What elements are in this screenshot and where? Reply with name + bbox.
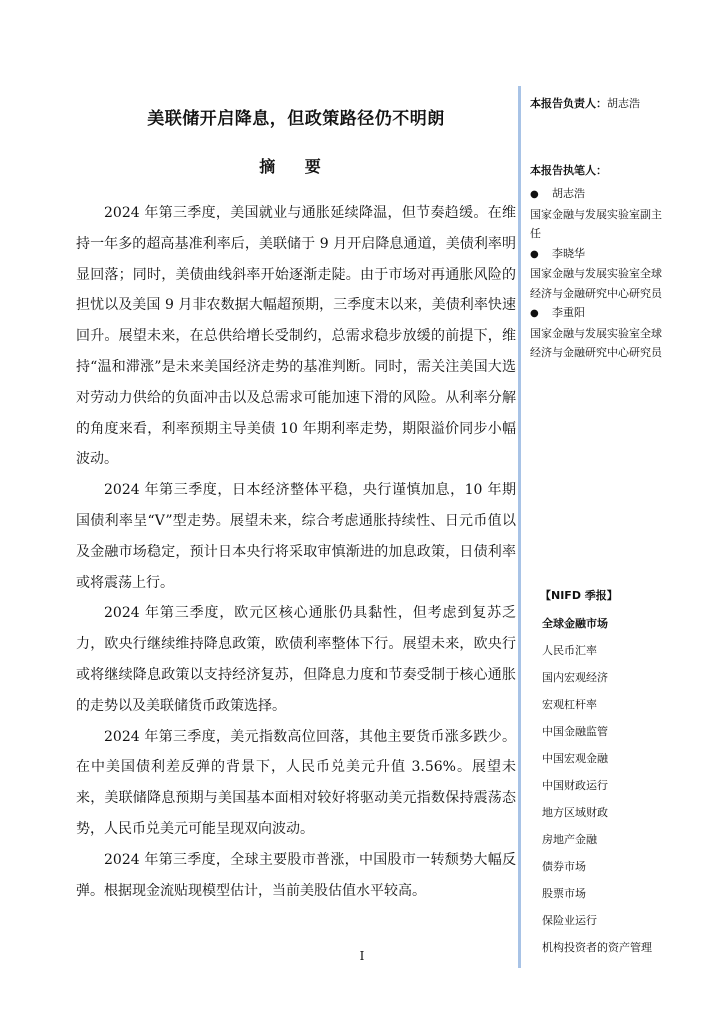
page-number: I <box>359 949 365 963</box>
author-affiliation: 国家金融与发展实验室全球经济与金融研究中心研究员 <box>530 326 662 359</box>
abstract-heading: 摘 要 <box>259 157 333 176</box>
author-item <box>530 244 670 304</box>
abstract-paragraph-4: 2024 年第三季度，美元指数高位回落，其他主要货币涨多跌少。在中美国债利差反弹的背景下，人民币兑美元升值 3.56%。展望未来，美联储降息预期与美国基本面相对较好将驱动美元指数保持震荡态势，人民币兑美元可能呈现双向波动。 <box>76 728 516 837</box>
series-item-asset-management[interactable]: 机构投资者的资产管理 <box>542 941 652 954</box>
series-item-global-financial-markets[interactable]: 全球金融市场 <box>542 617 608 630</box>
bullet-icon: ● <box>530 189 539 200</box>
series-item-macro-leverage[interactable]: 宏观杠杆率 <box>542 698 597 711</box>
author-affiliation: 国家金融与发展实验室全球经济与金融研究中心研究员 <box>530 267 662 300</box>
report-title: 美联储开启降息，但政策路径仍不明朗 <box>147 109 445 129</box>
series-item-real-estate-finance[interactable]: 房地产金融 <box>542 833 597 846</box>
report-series <box>530 582 690 961</box>
author-list <box>530 184 670 363</box>
series-item-financial-regulation[interactable]: 中国金融监管 <box>542 725 608 738</box>
series-item-bond-market[interactable]: 债券市场 <box>542 860 586 873</box>
lead-author-label: 本报告负责人： <box>530 97 607 110</box>
author-name: 李晓华 <box>552 246 585 260</box>
author-affiliation: 国家金融与发展实验室副主任 <box>530 207 662 240</box>
author-name: 李重阳 <box>552 306 585 319</box>
bullet-icon: ● <box>530 308 539 319</box>
series-item-macro-finance[interactable]: 中国宏观金融 <box>542 752 608 765</box>
abstract-paragraph-1: 2024 年第三季度，美国就业与通胀延续降温，但节奏趋缓。在维持一年多的超高基准利率后，美联储于 9 月开启降息通道，美债利率明显回落；同时，美债曲线斜率开始逐渐走陡。由于市场对再通胀风险的担忧以及美国 9 月非农数据大幅超预期，三季度末以来，美债利率快速回升。展望未来，在总供给增长受制约，总需求稳步放缓的前提下，维持“温和滞涨”是未来美国经济走势的基准判断。同时，需关注美国大选对劳动力供给的负面冲击以及总需求可能加速下滑的风险。从利率分解的角度来看，利率预期主导美债 10 年期利率走势，期限溢价同步小幅波动。 <box>76 205 516 468</box>
author-item <box>530 303 670 363</box>
lead-author <box>530 95 640 111</box>
sidebar-divider <box>518 86 521 968</box>
series-item-stock-market[interactable]: 股票市场 <box>542 887 586 900</box>
series-item-fiscal-operation[interactable]: 中国财政运行 <box>542 779 608 792</box>
writers-label: 本报告执笔人： <box>530 164 607 177</box>
abstract-paragraph-3: 2024 年第三季度，欧元区核心通胀仍具黏性，但考虑到复苏乏力，欧央行继续维持降息政策，欧债利率整体下行。展望未来，欧央行或将继续降息政策以支持经济复苏，但降息力度和节奏受制于核心通胀的走势以及美联储货币政策选择。 <box>76 605 516 714</box>
author-item <box>530 184 670 244</box>
abstract-body <box>76 198 516 906</box>
abstract-paragraph-2: 2024 年第三季度，日本经济整体平稳，央行谨慎加息，10 年期国债利率呈“V”型走势。展望未来，综合考虑通胀持续性、日元币值以及金融市场稳定，预计日本央行将采取审慎渐进的加息政策，日债利率或将震荡上行。 <box>76 482 516 591</box>
bullet-icon: ● <box>530 248 539 260</box>
series-item-insurance[interactable]: 保险业运行 <box>542 914 597 927</box>
author-name: 胡志浩 <box>552 187 585 200</box>
abstract-paragraph-5: 2024 年第三季度，全球主要股市普涨，中国股市一转颓势大幅反弹。根据现金流贴现模型估计，当前美股估值水平较高。 <box>76 851 516 899</box>
lead-author-name: 胡志浩 <box>607 97 640 110</box>
series-item-domestic-macro[interactable]: 国内宏观经济 <box>542 671 608 684</box>
series-item-regional-fiscal[interactable]: 地方区域财政 <box>542 806 608 819</box>
series-item-rmb-exchange-rate[interactable]: 人民币汇率 <box>542 644 597 657</box>
series-title: 【NIFD 季报】 <box>540 589 618 602</box>
